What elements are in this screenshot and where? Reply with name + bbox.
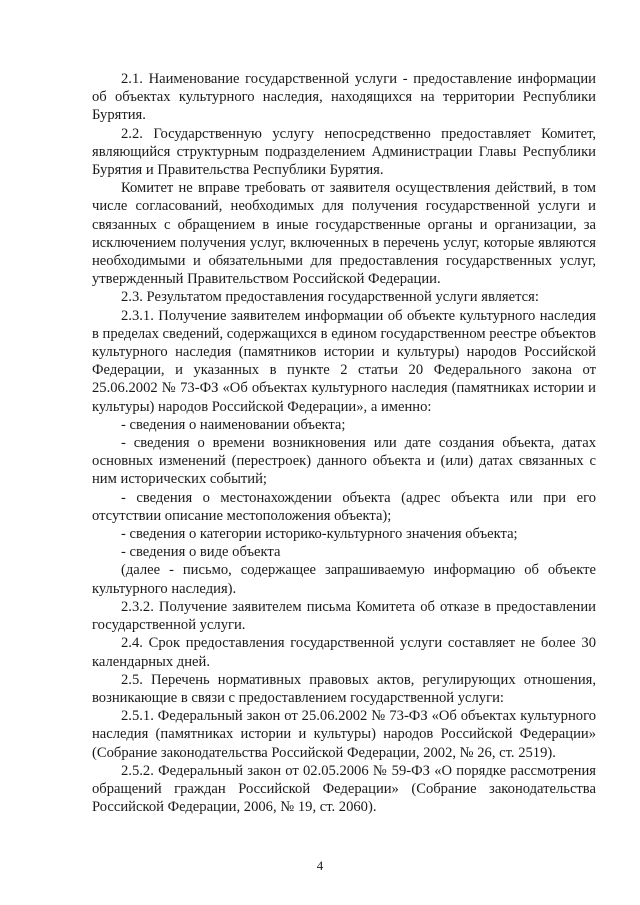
list-item-name: - сведения о наименовании объекта; (121, 416, 346, 433)
list-item-type: - сведения о виде объекта (121, 544, 281, 561)
paragraph-committee: Комитет не вправе требовать от заявителя осуществления действий, в том числе согласований, необходимых для получения государственной услуги и связанных с обращением в иные государственные органы и организации, за исключением получения услуг, включенных в перечень услуг, которые являются необходимыми и обязательными для предоставления государственных услуг, утвержденный Правительством Российской Федерации. (92, 180, 596, 288)
page-number: 4 (316, 858, 324, 873)
paragraph-2-3: 2.3. Результатом предоставления государственной услуги является: (121, 289, 539, 306)
paragraph-2-3-1: 2.3.1. Получение заявителем информации об объекте культурного наследия в пределах сведений, содержащихся в едином государственном реестре объектов культурного наследия (памятников истории и культуры) народов Российской Федерации, и указанных в пункте 2 статьи 20 Федерального закона от 25.06.2002 № 73-ФЗ «Об объектах культурного наследия (памятниках истории и культуры) народов Российской Федерации», а именно: (92, 307, 596, 415)
list-item-category: - сведения о категории историко-культурного значения объекта; (121, 526, 518, 543)
paragraph-2-5-2: 2.5.2. Федеральный закон от 02.05.2006 № 59-ФЗ «О порядке рассмотрения обращений граждан Российской Федерации» (Собрание законодательства Российской Федерации, 2006, № 19, ст. 2060). (92, 762, 596, 816)
paragraph-letter-note: (далее - письмо, содержащее запрашиваемую информацию об объекте культурного наследия). (92, 562, 596, 597)
paragraph-2-5-1: 2.5.1. Федеральный закон от 25.06.2002 № 73-ФЗ «Об объектах культурного наследия (памятниках истории и культуры) народов Российской Федерации» (Собрание законодательства Российской Федерации, 2002, № 26, ст. 2519). (92, 708, 596, 761)
paragraph-2-2: 2.2. Государственную услугу непосредственно предоставляет Комитет, являющийся структурным подразделением Администрации Главы Республики Бурятия и Правительства Республики Бурятия. (92, 125, 596, 179)
paragraph-2-1: 2.1. Наименование государственной услуги - предоставление информации об объектах культурного наследия, находящихся на территории Республики Бурятия. (92, 71, 596, 124)
paragraph-2-3-2: 2.3.2. Получение заявителем письма Комитета об отказе в предоставлении государственной услуги. (92, 598, 596, 634)
list-item-time: - сведения о времени возникновения или дате создания объекта, датах основных изменений (перестроек) данного объекта и (или) датах связанных с ним исторических событий; (92, 435, 596, 488)
paragraph-2-5: 2.5. Перечень нормативных правовых актов, регулирующих отношения, возникающие в связи с предоставлением государственной услуги: (92, 671, 596, 706)
paragraph-2-4: 2.4. Срок предоставления государственной услуги составляет не более 30 календарных дней. (92, 635, 596, 670)
document-body (92, 70, 596, 816)
list-item-location: - сведения о местонахождении объекта (адрес объекта или при его отсутствии описание местоположения объекта); (92, 489, 596, 524)
